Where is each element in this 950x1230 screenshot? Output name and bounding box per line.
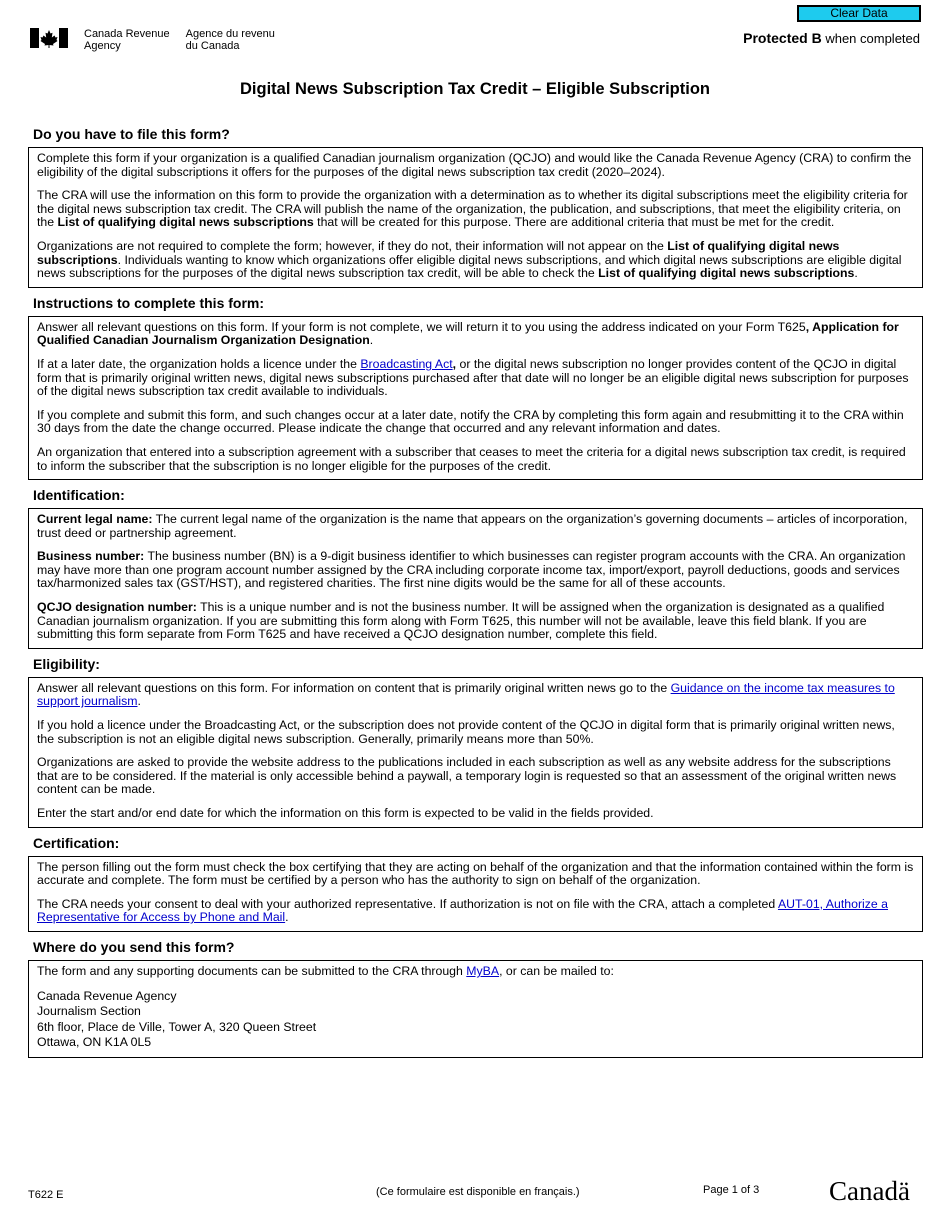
form-title: Digital News Subscription Tax Credit – Eligible Subscription bbox=[239, 80, 711, 98]
government-signature bbox=[30, 28, 275, 52]
paragraph: Answer all relevant questions on this form. For information on content that is primarily original written news go to the Guidance on the income tax measures to support journalism. bbox=[37, 680, 895, 709]
mailing-address bbox=[37, 989, 914, 1051]
address-line: Journalism Section bbox=[37, 1004, 141, 1019]
paragraph: Enter the start and/or end date for which the information on this form is expected to be valid in the fields provided. bbox=[37, 806, 654, 820]
paragraph: The form and any supporting documents can be submitted to the CRA through MyBA, or can be mailed to: bbox=[37, 963, 614, 978]
french-availability-note: (Ce formulaire est disponible en français.) bbox=[376, 1186, 580, 1198]
paragraph: QCJO designation number: This is a unique number and is not the business number. It will be assigned when the organization is designated as a qualified Canadian journalism organization. If you are submitting this form along with Form T625, this number will not be available, leave this field blank. If you are submitting this form separate from Form T625 and have received a QCJO designation number, complete this field. bbox=[37, 600, 885, 642]
section-file bbox=[28, 147, 923, 288]
address-line: 6th floor, Place de Ville, Tower A, 320 Queen Street bbox=[37, 1019, 317, 1034]
form-identifier: T622 E bbox=[28, 1189, 64, 1201]
page-number: Page 1 of 3 bbox=[703, 1184, 760, 1196]
section-heading-identification: Identification: bbox=[33, 487, 125, 504]
protected-b-label: Protected B when completed bbox=[743, 30, 920, 46]
paragraph: Answer all relevant questions on this form. If your form is not complete, we will return it to you using the address indicated on your Form T625, Application for Qualified Canadian Journalism Organization Designation. bbox=[37, 319, 899, 348]
paragraph: The CRA needs your consent to deal with your authorized representative. If authorization is not on file with the CRA, attach a completed AUT-01, Authorize a Representative for Access by Phone and Mail. bbox=[37, 896, 889, 925]
aut-01-link[interactable]: AUT-01, Authorize a Representative for Access by Phone and Mail bbox=[37, 896, 889, 925]
broadcasting-act-link[interactable]: Broadcasting Act bbox=[360, 356, 453, 371]
paragraph: The person filling out the form must check the box certifying that they are acting on behalf of the organization and that the information contained within the form is accurate and complete. The form must be certified by a person who has the authority to sign on behalf of the organization. bbox=[37, 859, 914, 888]
agency-name-fr: Agence du revenu du Canada bbox=[185, 28, 275, 52]
paragraph: Business number: The business number (BN) is a 9-digit business identifier to which businesses can register program accounts with the CRA. An organization may have more than one program account number assigned by the CRA including corporate income tax, import/export, payroll deductions, goods and services tax/harmonized sales tax (GST/HST), and registered charities. The first nine digits would be the same for all of these accounts. bbox=[37, 549, 906, 591]
section-instructions bbox=[28, 316, 923, 480]
paragraph: Complete this form if your organization is a qualified Canadian journalism organization (QCJO) and would like the Canada Revenue Agency (CRA) to confirm the eligibility of the digital subscriptions it offers for the purposes of the digital news subscription tax credit (2020–2024). bbox=[37, 151, 912, 179]
agency-name-en: Canada Revenue Agency bbox=[84, 28, 170, 52]
clear-data-button[interactable]: Clear Data bbox=[797, 5, 921, 22]
section-identification bbox=[28, 508, 923, 649]
section-certification bbox=[28, 856, 923, 932]
canada-wordmark: Canadä bbox=[829, 1176, 910, 1206]
section-heading-send: Where do you send this form? bbox=[33, 938, 235, 955]
section-eligibility bbox=[28, 677, 923, 828]
paragraph: Current legal name: The current legal name of the organization is the name that appears on the organization’s governing documents – articles of incorporation, trust deed or partnership agreement. bbox=[37, 512, 908, 540]
section-heading-certification: Certification: bbox=[33, 834, 120, 851]
paragraph: If you complete and submit this form, and such changes occur at a later date, notify the CRA by completing this form again and resubmitting it to the CRA within 30 days from the date the change occurred. Please indicate the change that occurred and any relevant information and dates. bbox=[37, 407, 904, 436]
paragraph: The CRA will use the information on this form to provide the organization with a determination as to whether its digital subscriptions meet the eligibility criteria for the digital news subscription tax credit. The CRA will publish the name of the organization, the publication, and subscriptions, that meet the eligibility criteria, on the List of qualifying digital news subscriptions that will be created for this purpose. There are additional criteria that must be met for the credit. bbox=[37, 188, 908, 230]
section-send bbox=[28, 960, 923, 1058]
page-header bbox=[0, 0, 950, 70]
paragraph: Organizations are not required to complete the form; however, if they do not, their information will not appear on the List of qualifying digital news subscriptions. Individuals wanting to know which organizations offer eligible digital news subscriptions, and which digital news subscriptions are eligible digital news subscriptions for the purposes of the digital news subscription tax credit, will be able to check the List of qualifying digital news subscriptions. bbox=[37, 238, 902, 281]
section-heading-file: Do you have to file this form? bbox=[33, 126, 230, 142]
section-heading-eligibility: Eligibility: bbox=[33, 655, 100, 672]
myba-link[interactable]: MyBA bbox=[466, 963, 500, 978]
canada-flag-icon bbox=[30, 28, 68, 48]
paragraph: If at a later date, the organization holds a licence under the Broadcasting Act, or the digital news subscription no longer provides content of the QCJO in digital form that is primarily original written news, digital news subscriptions purchased after that date will no longer be an eligible digital news subscription for purposes of the digital news subscription tax credit available to individuals. bbox=[37, 356, 909, 399]
address-line: Ottawa, ON K1A 0L5 bbox=[37, 1035, 152, 1050]
page-footer bbox=[0, 1170, 950, 1230]
address-line: Canada Revenue Agency bbox=[37, 988, 177, 1003]
paragraph: If you hold a licence under the Broadcasting Act, or the subscription does not provide content of the QCJO in digital form that is primarily original written news, the subscription is not an eligible digital news subscription. Generally, primarily means more than 50%. bbox=[37, 718, 895, 746]
form-content bbox=[28, 126, 923, 1065]
paragraph: Organizations are asked to provide the website address to the publications included in each subscription as well as any website address for the subscriptions that are to be considered. If the material is only accessible behind a paywall, a temporary login is requested so that an assessment of the original written news content can be made. bbox=[37, 755, 897, 797]
guidance-journalism-link[interactable]: Guidance on the income tax measures to support journalism bbox=[37, 680, 895, 709]
paragraph: An organization that entered into a subscription agreement with a subscriber that ceases to meet the criteria for a digital news subscription tax credit, is required to inform the subscriber that the subscription is no longer eligible for the purposes of the credit. bbox=[37, 444, 906, 473]
section-heading-instructions: Instructions to complete this form: bbox=[33, 294, 265, 311]
